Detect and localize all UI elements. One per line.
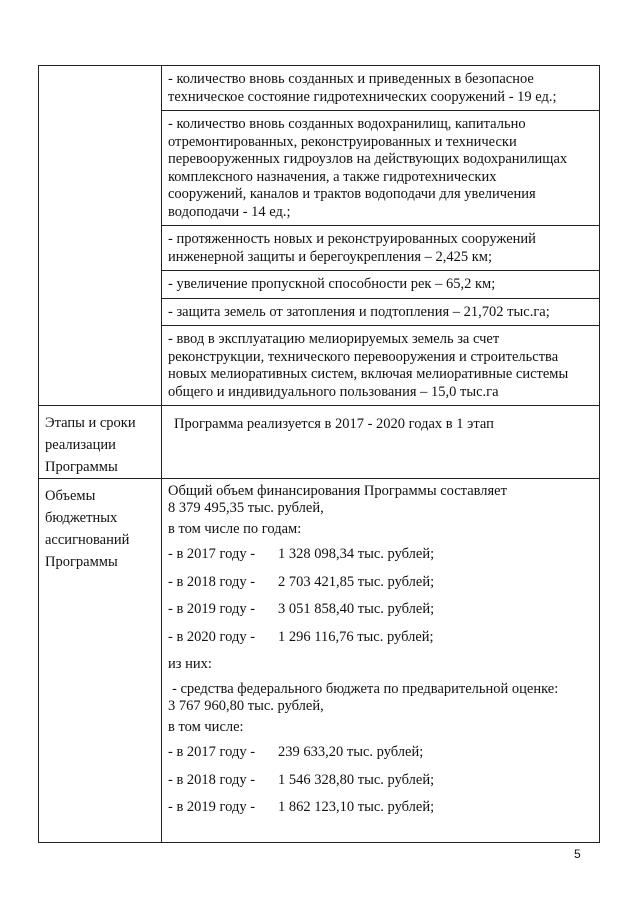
federal-year-row: - в 2017 году - 239 633,20 тыс. рублей; [168,744,424,760]
funding-row [39,479,600,843]
indicator-item: - количество вновь созданных водохранилищ, капитально отремонтированных, реконструированных и технически перевооруженных гидроузлов на действующих водохранилищах комплексного назначения, а также гидротехнических сооружений, каналов и трактов водоподачи для увеличения водоподачи - 14 ед.; [162,111,599,226]
indicator-item: - защита земель от затопления и подтопления – 21,702 тыс.га; [162,299,599,327]
indicators-content-cell [162,66,600,406]
stages-text: Программа реализуется в 2017 - 2020 годах в 1 этап [174,416,494,432]
stages-label-cell: Этапы и сроки реализации Программы [39,406,162,479]
funding-year-row: - в 2020 году - 1 296 116,76 тыс. рублей; [168,628,434,645]
indicator-item: - протяженность новых и реконструированных сооружений инженерной защиты и берегоукрепления – 2,425 км; [162,226,599,271]
indicator-item: - увеличение пропускной способности рек – 65,2 км; [162,271,599,299]
indicator-item: - количество вновь созданных и приведенных в безопасное техническое состояние гидротехнических сооружений - 19 ед.; [162,66,599,111]
funding-year-row: - в 2017 году - 1 328 098,34 тыс. рублей; [168,546,435,562]
federal-year-row: - в 2019 году - 1 862 123,10 тыс. рублей; [168,799,435,815]
indicators-label-cell [39,66,162,406]
indicator-item: - ввод в эксплуатацию мелиорируемых земель за счет реконструкции, технического перевооружения и строительства новых мелиоративных систем, включая мелиоративные системы общего и индивидуального пользования – 15,0 тыс.га [168,331,569,400]
stages-content-cell [162,406,600,479]
funding-year-row: - в 2018 году - 2 703 421,85 тыс. рублей; [168,573,435,590]
funding-content-cell: Общий объем финансирования Программы составляет 8 379 495,35 тыс. рублей, в том числе по годам: - в 2017 году - 1 328 098,34 тыс. рублей; - в 2018 году - 2 703 421,85 тыс. рублей; - в 2019 году - 3 051 858,40 тыс. рублей; - в 2020 году - 1 296 116,76 тыс. рублей; из них: - средства федерального бюджета по предварительной оценке: 3 767 960,80 тыс. рублей, в том числе: - в 2017 году - 239 633,20 тыс. рублей; - в 2018 году - 1 546 328,80 тыс. рублей; - в 2019 году - 1 862 123,10 тыс. рублей; [162,479,600,843]
program-passport-table [38,65,600,843]
stages-row [39,406,600,479]
funding-label-cell: Объемы бюджетных ассигнований Программы [39,479,162,843]
indicators-row [39,66,600,406]
federal-year-row: - в 2018 году - 1 546 328,80 тыс. рублей; [168,771,435,788]
funding-year-row: - в 2019 году - 3 051 858,40 тыс. рублей; [168,601,435,617]
page-number: 5 [574,847,581,861]
